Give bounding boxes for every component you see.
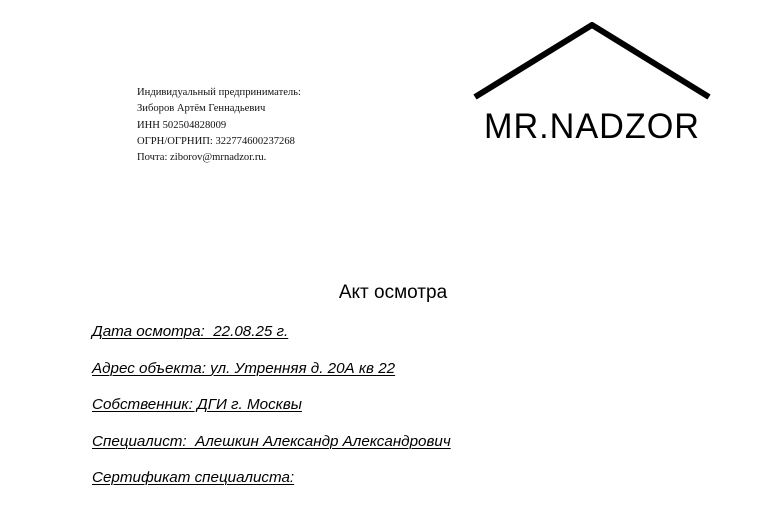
- company-logo: [472, 22, 712, 152]
- specialist-field: [92, 432, 451, 469]
- object-address-text: Адрес объекта: ул. Утренняя д. 20А кв 22: [92, 359, 396, 377]
- org-inn: ИНН 502504828009: [137, 119, 227, 131]
- document-title: Акт осмотра: [338, 282, 448, 303]
- logo-wordmark: MR.NADZOR: [484, 107, 700, 146]
- owner-text: Собственник: ДГИ г. Москвы: [92, 396, 302, 413]
- org-type-line: Индивидуальный предприниматель:: [137, 87, 301, 98]
- specialist-text: Специалист: Алешкин Александр Александрович: [92, 432, 451, 450]
- specialist-certificate-text: Сертификат специалиста:: [92, 469, 295, 486]
- inspection-date-text: Дата осмотра: 22.08.25 г.: [92, 323, 289, 340]
- object-address-field: [92, 359, 451, 396]
- org-ogrn: ОГРН/ОГРНИП: 322774600237268: [137, 135, 295, 147]
- specialist-certificate-field: [92, 468, 451, 505]
- owner-field: [92, 395, 451, 432]
- org-owner-name: Зиборов Артём Геннадьевич: [137, 103, 266, 115]
- inspection-date-field: [92, 322, 451, 359]
- house-roof-icon: [472, 22, 712, 152]
- organization-details: [137, 85, 301, 166]
- inspection-fields: [92, 322, 451, 505]
- org-email: Почта: ziborov@mrnadzor.ru.: [137, 152, 267, 164]
